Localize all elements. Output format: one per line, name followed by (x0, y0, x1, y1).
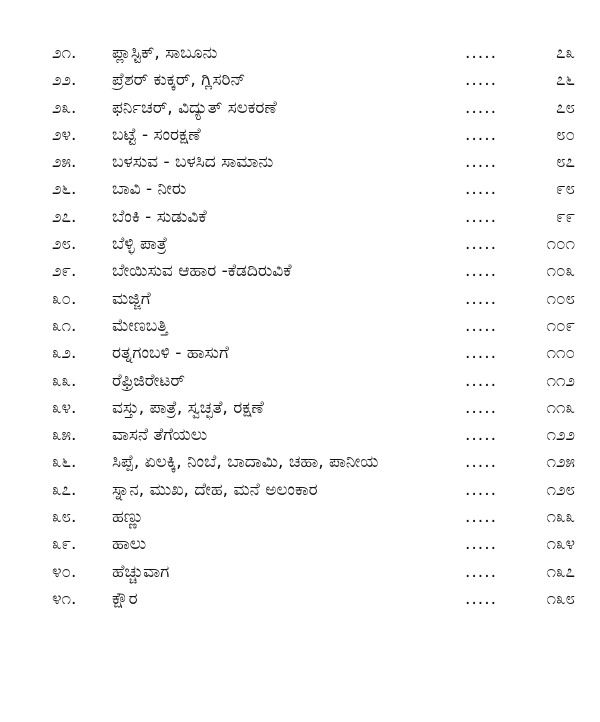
entry-number: ೨೪. (52, 124, 77, 145)
page-number: ೧೦೧ (546, 234, 575, 255)
page-number: ೧೦೮ (546, 288, 575, 309)
dot-leader: ..... (465, 261, 498, 282)
entry-number: ೩೩. (52, 370, 77, 391)
toc-row (0, 176, 600, 203)
entry-title: ಬೆಂಕಿ - ಸುಡುವಿಕೆ (112, 206, 207, 227)
dot-leader: ..... (465, 507, 498, 528)
entry-title: ವಾಸನೆ ತೆಗೆಯಲು (112, 425, 208, 446)
page-number: ೧೩೪ (546, 534, 575, 555)
page-number: ೧೧೦ (546, 343, 575, 364)
entry-title: ಮೇಣಬತ್ತಿ (112, 315, 168, 336)
dot-leader: ..... (465, 43, 498, 63)
dot-leader: ..... (465, 179, 498, 200)
toc-row (0, 504, 600, 531)
entry-number: ೨೭. (52, 206, 77, 227)
dot-leader: ..... (465, 152, 498, 173)
page-number: ೧೩೭ (546, 561, 575, 582)
entry-number: ೨೧. (52, 43, 77, 63)
dot-leader: ..... (465, 206, 498, 227)
toc-row (0, 40, 600, 67)
dot-leader: ..... (465, 234, 498, 255)
entry-number: ೩೫. (52, 425, 77, 446)
toc-row (0, 95, 600, 122)
entry-number: ೪೧. (52, 588, 77, 609)
entry-title: ಮಜ್ಜಿಗೆ (112, 288, 151, 309)
entry-number: ೩೭. (52, 479, 77, 500)
toc-row (0, 531, 600, 558)
dot-leader: ..... (465, 97, 498, 118)
entry-number: ೨೫. (52, 152, 77, 173)
page-number: ೮೦ (555, 124, 575, 145)
entry-number: ೨೯. (52, 261, 77, 282)
entry-number: ೩೨. (52, 343, 77, 364)
toc-row (0, 258, 600, 285)
toc-row (0, 149, 600, 176)
toc-row (0, 477, 600, 504)
entry-number: ೨೩. (52, 97, 77, 118)
toc-row (0, 313, 600, 340)
entry-title: ಸ್ನಾನ, ಮುಖ, ದೇಹ, ಮನೆ ಅಲಂಕಾರ (112, 479, 318, 500)
entry-title: ಹಣ್ಣು (112, 507, 144, 528)
toc-row (0, 286, 600, 313)
page-number: ೭೮ (555, 97, 575, 118)
entry-number: ೨೨. (52, 70, 77, 91)
toc-row (0, 67, 600, 94)
toc-row (0, 449, 600, 476)
entry-title: ಬೇಯಿಸುವ ಆಹಾರ -ಕೆಡದಿರುವಿಕೆ (112, 261, 292, 282)
dot-leader: ..... (465, 124, 498, 145)
entry-title: ಬಳಸುವ - ಬಳಸಿದ ಸಾಮಾನು (112, 152, 274, 173)
toc-row (0, 340, 600, 367)
dot-leader: ..... (465, 315, 498, 336)
page-number: ೧೧೨ (546, 370, 575, 391)
toc-row (0, 559, 600, 586)
entry-number: ೨೮. (52, 234, 77, 255)
entry-title: ವಸ್ತು, ಪಾತ್ರೆ, ಸ್ವಚ್ಛತೆ, ರಕ್ಷಣೆ (112, 397, 264, 418)
entry-title: ಸಿಪ್ಪೆ, ಏಲಕ್ಕಿ, ನಿಂಬೆ, ಬಾದಾಮಿ, ಚಹಾ, ಪಾನೀಯ (112, 452, 379, 473)
page-number: ೭೬ (555, 70, 575, 91)
entry-number: ೨೬. (52, 179, 77, 200)
dot-leader: ..... (465, 588, 498, 609)
entry-title: ಹೆಚ್ಚುವಾಗ (112, 561, 170, 582)
page-number: ೧೦೩ (546, 261, 575, 282)
toc-row (0, 422, 600, 449)
page-number: ೮೭ (555, 152, 575, 173)
entry-title: ಬೆಳ್ಳಿ ಪಾತ್ರೆ (112, 234, 168, 255)
page-number: ೧೦೯ (546, 315, 575, 336)
toc-row (0, 368, 600, 395)
page-number: ೧೨೫ (546, 452, 575, 473)
entry-title: ಕ್ಷೌರ (112, 588, 138, 609)
dot-leader: ..... (465, 370, 498, 391)
dot-leader: ..... (465, 397, 498, 418)
table-of-contents (0, 40, 600, 613)
toc-row (0, 204, 600, 231)
entry-number: ೩೬. (52, 452, 77, 473)
page-number: ೧೩೩ (546, 507, 575, 528)
entry-number: ೩೦. (52, 288, 77, 309)
page-number: ೧೩೮ (546, 588, 575, 609)
page-number: ೯೮ (555, 179, 575, 200)
dot-leader: ..... (465, 452, 498, 473)
toc-row (0, 231, 600, 258)
dot-leader: ..... (465, 70, 498, 91)
entry-title: ರತ್ನಗಂಬಳಿ - ಹಾಸುಗೆ (112, 343, 229, 364)
toc-row (0, 395, 600, 422)
entry-title: ಹಾಲು (112, 534, 147, 555)
dot-leader: ..... (465, 534, 498, 555)
entry-title: ಬಟ್ಟೆ - ಸಂರಕ್ಷಣೆ (112, 124, 201, 145)
entry-number: ೩೯. (52, 534, 77, 555)
dot-leader: ..... (465, 479, 498, 500)
entry-number: ೩೮. (52, 507, 77, 528)
entry-title: ರೆಫ್ರಿಜಿರೇಟರ್ (112, 370, 185, 391)
toc-row (0, 586, 600, 613)
entry-number: ೩೪. (52, 397, 77, 418)
entry-title: ಪ್ರೆಶರ್ ಕುಕ್ಕರ್, ಗ್ಲಿಸರಿನ್ (112, 70, 246, 91)
page-number: ೧೧೩ (546, 397, 575, 418)
dot-leader: ..... (465, 425, 498, 446)
entry-title: ಬಾವಿ - ನೀರು (112, 179, 187, 200)
dot-leader: ..... (465, 288, 498, 309)
entry-number: ೪೦. (52, 561, 77, 582)
page-number: ೧೨೮ (546, 479, 575, 500)
page-number: ೭೩ (555, 43, 575, 63)
dot-leader: ..... (465, 561, 498, 582)
toc-row (0, 122, 600, 149)
entry-title: ಫರ್ನಿಚರ್, ವಿದ್ಯುತ್ ಸಲಕರಣೆ (112, 97, 277, 118)
entry-title: ಪ್ಲಾಸ್ಟಿಕ್, ಸಾಬೂನು (112, 43, 218, 63)
page-number: ೯೯ (555, 206, 575, 227)
entry-number: ೩೧. (52, 315, 77, 336)
dot-leader: ..... (465, 343, 498, 364)
page-number: ೧೨೨ (546, 425, 575, 446)
